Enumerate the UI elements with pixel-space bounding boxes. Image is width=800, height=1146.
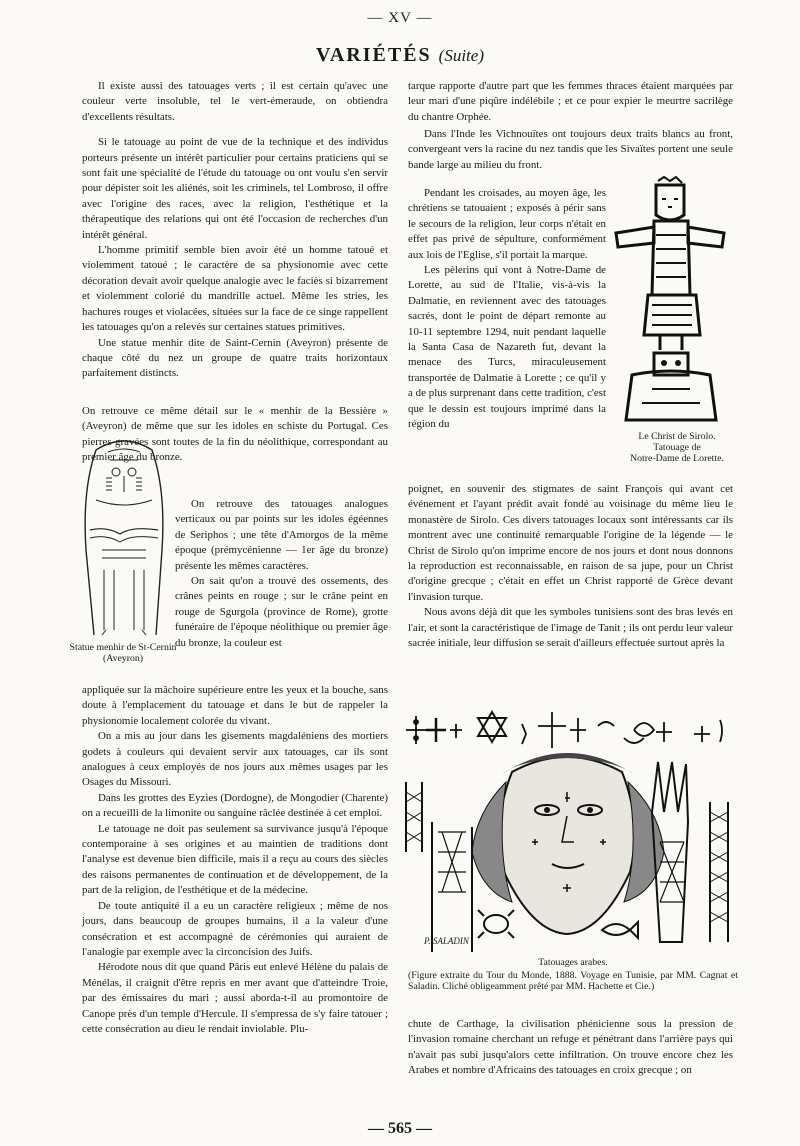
page-roman-numeral: — XV — (367, 10, 433, 26)
paragraph: De toute antiquité il a eu un caractère religieux ; même de nos jours, dans beaucoup de groupes humains, il a la valeur d'une consécration et est accompagné de cérémonies qui auraient de l'analogie par exemple avec la circoncision des Juifs. (82, 899, 388, 958)
paragraph: Le tatouage ne doit pas seulement sa survivance jusqu'à l'époque contemporaine à ses origines et au maintien de traditions dont l'analyse est devenue bien difficile, mais il a reçu au cours des siècles des raisons permanentes de continuation et de développement, de la part de la religion, de l'esthétique et de la médecine. (82, 822, 388, 897)
right-column-bottom (408, 1017, 733, 1079)
left-column-bottom (82, 683, 388, 1037)
arab-caption-body: (Figure extraite du Tour du Monde, 1888. Voyage en Tunisie, par MM. Cagnat et Saladin. Cliché obligeamment prêté par MM. Hachette et Cie.) (408, 970, 738, 992)
page-number: — 565 — (368, 1120, 432, 1137)
paragraph: Les pèlerins qui vont à Notre-Dame de Lorette, au sud de l'Italie, vis-à-vis la Dalmatie, en reviennent avec des tatouages sacrés, dont le point de départ remonte au 10-11 septembre 1294, nuit pendant laquelle la Santa Casa de Nazareth fut, devant la menace des Turcs, miraculeusement transportée de Dalmatie à Lorette ; ce qu'il y a de plus surprenant dans cette tradition, c'est que le dessin est toujours imprimé dans la région du (408, 264, 606, 431)
christ-caption (612, 431, 742, 464)
page-title (0, 44, 800, 67)
paragraph: Nous avons déjà dit que les symboles tunisiens sont des bras levés en l'air, et sont la caractéristique de l'image de Tanit ; ils ont perdu leur valeur sacrée initiale, leur diffusion se serait d'ailleurs effectuée surtout après la (408, 606, 733, 650)
paragraph: chute de Carthage, la civilisation phénicienne sous la pression de l'invasion romaine cherchant un refuge et pénétrant dans l'arrière pays qui n'avait pas subi jusqu'alors cette infiltration. On trouve encore chez les Arabes et nombre d'Africains des tatouages en croix grecque ; on (408, 1018, 733, 1077)
paragraph: poignet, en souvenir des stigmates de saint François qui avant cet événement et l'ayant prédit avait fondé au voisinage du même lieu le monastère de Sirolo. Ces divers tatouages locaux sont intéressants car ils montrent avec une continuité remarquable l'origine de la légende — le Christ de Sirolo qu'on imprime encore de nos jours et dont nous donnons la reproduction est reconnaissable, en raison de sa jupe, pour un Christ d'origine grecque ; c'était en effet un Christ rapporté de Grèce devant l'invasion turque. (408, 483, 733, 603)
paragraph: Une statue menhir dite de Saint-Cernin (Aveyron) présente de chaque côté du nez un groupe de quatre traits horizontaux parfaitement distincts. (82, 336, 388, 380)
paragraph: On sait qu'on a trouvé des ossements, des crânes peints en rouge ; sur le crâne peint en rouge de Sgurgola (province de Rome), grotte funéraire de l'époque néolithique ou premier âge du bronze, la couleur est (175, 575, 388, 649)
paragraph: Dans l'Inde les Vichnouïtes ont toujours deux traits blancs au front, convergeant vers la racine du nez tandis que les Sivaïtes portent une seule bande large au milieu du front. (408, 128, 733, 171)
paragraph: Dans les grottes des Eyzies (Dordogne), de Mongodier (Charente) on a recueilli de la limonite ou sanguine râclée destinée à cet emploi. (82, 791, 388, 820)
paragraph: L'homme primitif semble bien avoir été un homme tatoué et violemment tatoué ; le caractère de sa physionomie avec cette décoration devait avoir quelque analogie avec le faciès si bizarrement et violemment colorié du mandrille actuel. Même les stries, les hachures rouges et violacées, situées sur la face de ce singe rappellent les tatouages qu'on a relevés sur certaines statues primitives. (82, 244, 388, 334)
paragraph: Pendant les croisades, au moyen âge, les chrétiens se tatouaient ; exposés à périr sans le secours de la religion, leur corps n'était en effet pas privé de sépulture, conformément aux lois de l'Eglise, s'il portait la marque. (408, 187, 606, 261)
paragraph: Hérodote nous dit que quand Pâris eut enlevé Hélène du palais de Ménélas, il craignit d'être repris en mer avant que d'atteindre Troie, par des émissaires du mari ; aussi aborda-t-il au promontoire de Canope près d'un temple d'Hercule. Il s'empressa de s'y faire tatouer ; cette consécration au dieu le rendait inviolable. Plu- (82, 961, 388, 1035)
paragraph: tarque rapporte d'autre part que les femmes thraces étaient marquées par leur mari d'une piqûre indélébile ; et ce pour expier le meurtre sacrilège du chantre Orphée. (408, 80, 733, 123)
right-column-narrow (408, 186, 606, 433)
title-text: VARIÉTÉS (315, 44, 432, 66)
christ-sirolo-figure (612, 175, 732, 425)
christ-caption-line: Le Christ de Sirolo. (638, 431, 716, 442)
statue-caption: Statue menhir de St-Cernin (Aveyron) (69, 642, 177, 664)
left-column-mid-a (82, 404, 388, 466)
paragraph: On retrouve ce même détail sur le « menhir de la Bessière » (Aveyron) de même que sur les idoles en schiste du Portugal. Ces pierres gravées sont toutes de la fin du néolithique, correspondant au premier âge du bronze. (82, 405, 388, 464)
christ-caption-line: Tatouage de (653, 442, 701, 453)
paragraph: On retrouve des tatouages analogues verticaux ou par points sur les idoles égéennes de Seriphos ; une tête d'Amorgos de la même époque (prémycénienne — 1er âge du bronze) présente les mêmes caractères. (175, 498, 388, 572)
arab-tattoos-figure (402, 702, 738, 952)
left-column-top (82, 79, 388, 382)
illustration-signature: P. SALADIN (424, 936, 469, 946)
title-subtitle: (Suite) (438, 46, 484, 65)
paragraph: On a mis au jour dans les gisements magdaléniens des mortiers godets à couleurs qui devaient servir aux tatouages, car ils sont analogues à ceux employés de nos jours aux mêmes usages par les Osages du Missouri. (82, 730, 388, 789)
paragraph: appliquée sur la mâchoire supérieure entre les yeux et la bouche, sans doute à l'emplacement du tatouage et dans le but de rappeler la physionomie localement colorée du vivant. (82, 684, 388, 727)
right-column-mid (408, 482, 733, 651)
arab-caption-title: Tatouages arabes. (538, 957, 608, 968)
christ-caption-line: Notre-Dame de Lorette. (630, 453, 724, 464)
paragraph: Si le tatouage au point de vue de la technique et des individus porteurs présente un intérêt particulier pour certains praticiens qui se sont fait une spécialité de l'étude du tatouage ou ont voulu s'en servir pour dépister soit les aliénés, soit les criminels, tel Lombroso, il offre avec l'origine des races, avec la religion, l'esthétique et la thérapeutique des relations qui ont été l'occasion de recherches d'un intérêt général. (82, 136, 388, 241)
right-column-p2 (408, 127, 733, 173)
paragraph: Il existe aussi des tatouages verts ; il est certain qu'avec une couleur verte insoluble, tel le vert-émeraude, on obtiendra d'excellents résultats. (82, 80, 388, 123)
left-column-mid-b (175, 497, 388, 651)
right-column-top (408, 79, 733, 125)
